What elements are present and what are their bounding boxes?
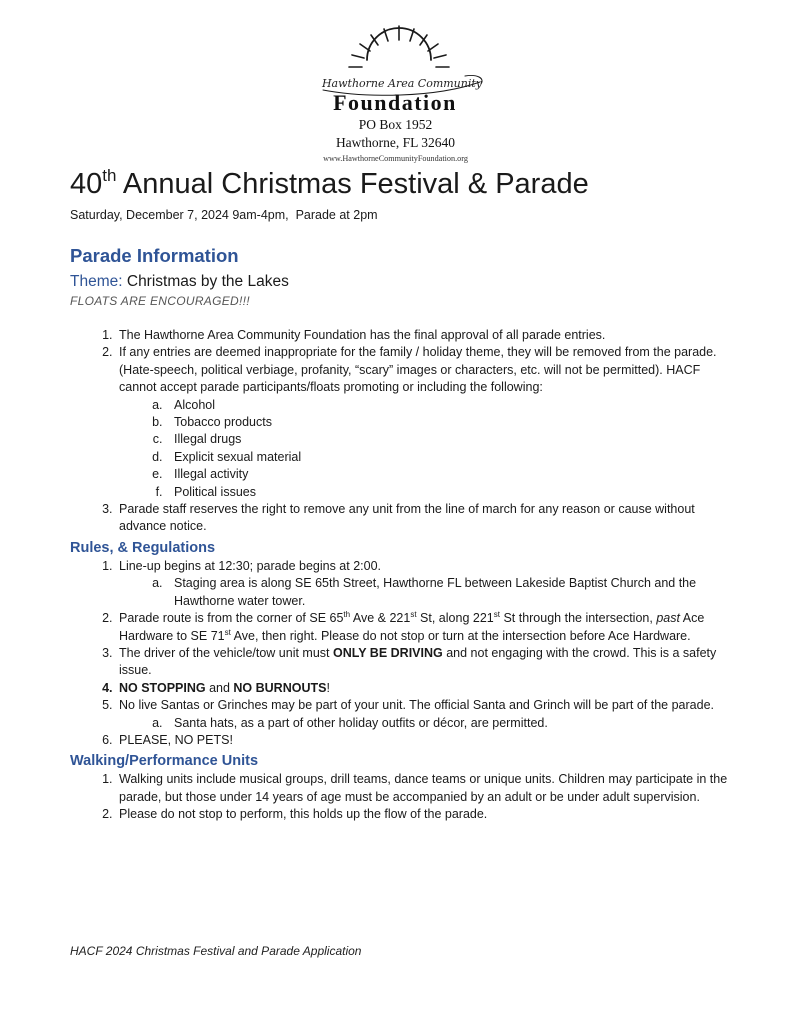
event-date: Saturday, December 7, 2024 9am-4pm, Parade at 2pm — [70, 208, 378, 222]
list-item: a. Santa hats, as a part of other holiday outfits or décor, are permitted. — [166, 715, 730, 732]
list-item: 5. No live Santas or Grinches may be part of your unit. The official Santa and Grinch will be part of the parade. a. Santa hats, as a part of other holiday outfits or décor, are permitted. — [116, 697, 730, 732]
prohibited-list — [119, 397, 730, 501]
rules-list — [70, 558, 730, 749]
list-item: a. Alcohol — [166, 397, 730, 414]
page-footer: HACF 2024 Christmas Festival and Parade Application — [70, 944, 362, 958]
list-item: 6. PLEASE, NO PETS! — [116, 732, 730, 749]
parade-information-heading: Parade Information — [70, 245, 239, 266]
po-box: PO Box 1952 — [358, 117, 433, 132]
walking-units-heading: Walking/Performance Units — [70, 753, 259, 770]
list-item: 4. NO STOPPING and NO BURNOUTS! — [116, 680, 730, 697]
list-item: 1. Line-up begins at 12:30; parade begins at 2:00. a. Staging area is along SE 65th Street, Hawthorne FL between Lakeside Baptist Church and the Hawthorne water tower. — [116, 558, 730, 610]
list-item: 3. Parade staff reserves the right to remove any unit from the line of march for any reason or cause without advance notice. — [116, 501, 730, 536]
list-item: 2. Please do not stop to perform, this holds up the flow of the parade. — [116, 806, 730, 823]
org-script-name: Hawthorne Area Community — [321, 77, 483, 90]
org-name: Foundation — [333, 90, 457, 115]
page-title: 40th Annual Christmas Festival & Parade — [70, 166, 589, 200]
walking-units-list — [70, 771, 730, 823]
floats-note: FLOATS ARE ENCOURAGED!!! — [70, 294, 250, 308]
parade-info-list — [70, 327, 730, 536]
list-item: 2. Parade route is from the corner of SE 65th Ave & 221st St, along 221st St through the intersection, past Ace Hardware to SE 71st Ave, then right. Please do not stop or turn at the intersection before Ace Hardware. — [116, 610, 730, 645]
list-item: d. Explicit sexual material — [166, 449, 730, 466]
list-item: 1. The Hawthorne Area Community Foundation has the final approval of all parade entries. — [116, 327, 730, 344]
list-item: f. Political issues — [166, 484, 730, 501]
list-item: c. Illegal drugs — [166, 431, 730, 448]
list-item: b. Tobacco products — [166, 414, 730, 431]
theme-line: Theme: Christmas by the Lakes — [70, 273, 289, 290]
list-item: 3. The driver of the vehicle/tow unit must ONLY BE DRIVING and not engaging with the crowd. This is a safety issue. — [116, 645, 730, 680]
list-item: 1. Walking units include musical groups, drill teams, dance teams or unique units. Children may participate in the parade, but those under 14 years of age must be accompanied by an adult or be under adult supervision. — [116, 771, 730, 806]
website-link[interactable]: www.HawthorneCommunityFoundation.org — [323, 154, 468, 163]
rules-heading: Rules, & Regulations — [70, 539, 216, 556]
list-item: a. Staging area is along SE 65th Street, Hawthorne FL between Lakeside Baptist Church and the Hawthorne water tower. — [166, 575, 730, 610]
list-item: 2. If any entries are deemed inappropriate for the family / holiday theme, they will be removed from the parade. (Hate-speech, political verbiage, profanity, “scary” images or characters, etc. will not be permitted). HACF cannot accept parade participants/floats promoting or including the following: a. Alcohol b. Tobacco products c. Illegal drugs d. Explicit sexual material e. Illegal activity f. Political issues — [116, 344, 730, 501]
list-item: e. Illegal activity — [166, 466, 730, 483]
document-body — [70, 243, 730, 824]
city-state: Hawthorne, FL 32640 — [335, 135, 456, 150]
